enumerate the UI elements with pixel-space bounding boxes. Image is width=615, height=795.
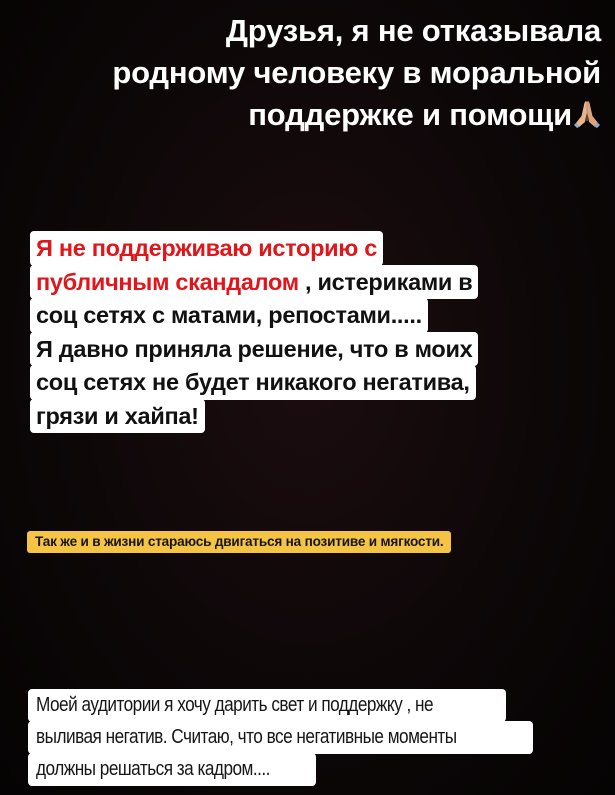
audience-line-2: [28, 721, 533, 754]
statement-line-3: соц сетях с матами, репостами.....: [30, 298, 428, 333]
statement-line-2: [30, 265, 478, 300]
audience-line-1: [28, 689, 506, 722]
audience-text-1: Моей аудитории я хочу дарить свет и поддержку , не: [36, 694, 434, 716]
yellow-caption: Так же и в жизни стараюсь двигаться на позитиве и мягкости.: [27, 531, 451, 553]
statement-line-5: соц сетях не будет никакого негатива,: [30, 365, 476, 400]
headline-line-3: [41, 94, 601, 136]
audience-text-3: должны решаться за кадром....: [36, 758, 270, 780]
statement-red-text-1: Я не поддерживаю историю с: [36, 235, 378, 261]
audience-text-2: выливая негатив. Считаю, что все негативные моменты: [36, 726, 457, 748]
headline-line-2: родному человеку в моральной: [112, 55, 601, 90]
statement-line-4: Я давно приняла решение, что в моих: [30, 332, 478, 367]
audience-block: [28, 690, 533, 786]
headline-line-1: Друзья, я не отказывала: [225, 13, 601, 48]
audience-line-3: [28, 753, 316, 786]
statement-line-6: грязи и хайпа!: [30, 399, 205, 434]
statement-block: [30, 232, 478, 433]
statement-text-2: , истериками в: [298, 268, 473, 295]
statement-red-text-2: публичным скандалом: [36, 268, 299, 295]
headline: [41, 10, 601, 136]
headline-line-3-text: поддержке и помощи: [248, 97, 572, 132]
folded-hands-icon: [573, 99, 601, 129]
statement-line-1: [30, 231, 383, 266]
